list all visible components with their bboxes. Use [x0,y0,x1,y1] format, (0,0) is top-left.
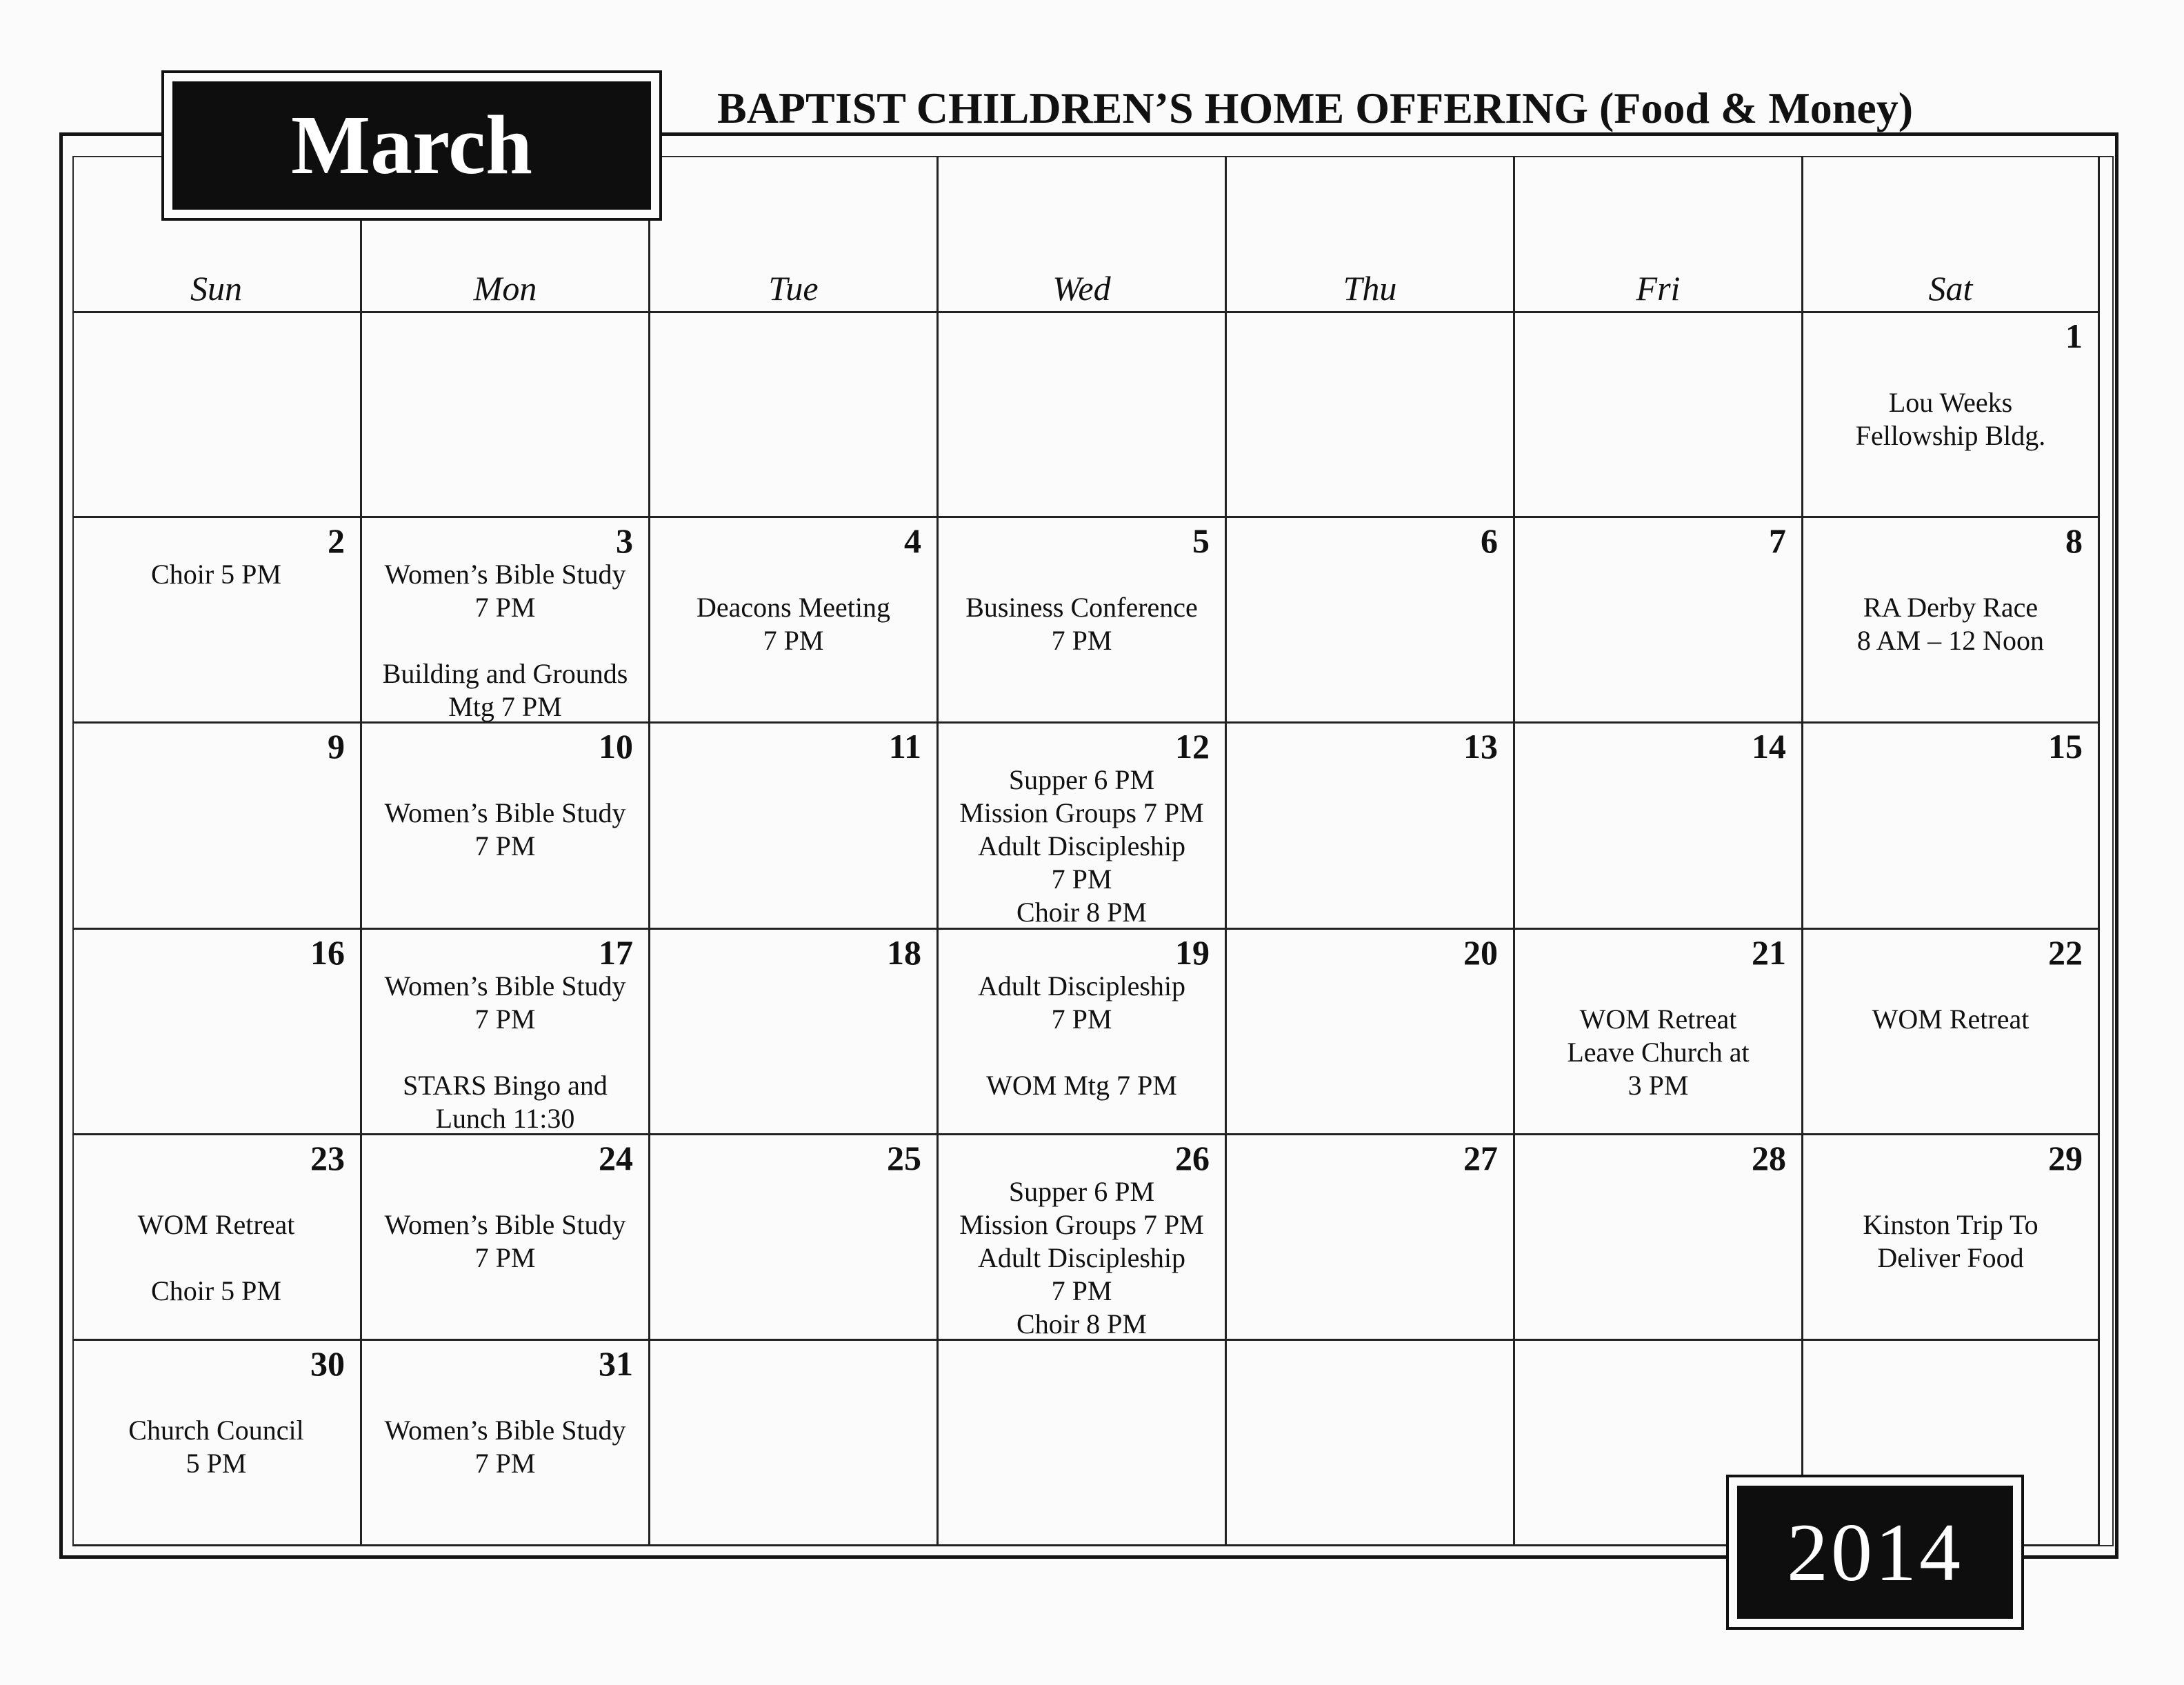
event-spacer [362,1036,648,1069]
event-line: WOM Retreat [1579,1004,1737,1035]
event-line: Mission Groups 7 PM [959,1209,1204,1240]
empty-day-cell [1227,1341,1515,1546]
day-number: 24 [599,1139,633,1177]
event-list [1803,1175,2098,1275]
weekday-header-thu [1227,156,1515,313]
event-line: Deliver Food [1877,1242,2024,1273]
event-list [362,1175,648,1275]
day-cell-24 [362,1135,650,1341]
day-cell-26 [939,1135,1227,1341]
day-number: 4 [904,521,921,560]
event-spacer [362,624,648,657]
event-spacer [362,764,648,797]
event-line: 7 PM [474,592,536,623]
empty-day-cell [939,313,1227,518]
weekday-label: Fri [1636,269,1681,308]
day-number: 10 [599,727,633,766]
event-line: Women’s Bible Study [384,970,626,1001]
event-line: STARS Bingo and [403,1070,608,1101]
empty-day-cell [1227,313,1515,518]
event-spacer [72,1242,360,1275]
day-cell-1 [1803,313,2100,518]
day-number: 21 [1752,933,1786,972]
event-line: 7 PM [474,1242,536,1273]
event-line: Women’s Bible Study [384,1415,626,1446]
calendar-grid [72,156,2114,1546]
weekday-header-fri [1515,156,1803,313]
weekday-label: Sun [190,269,242,308]
event-list [362,558,648,724]
event-spacer [939,1036,1225,1069]
day-number: 28 [1752,1139,1786,1177]
month-title: March [290,99,533,192]
event-list [362,970,648,1135]
empty-day-cell [939,1341,1227,1546]
day-number: 11 [888,727,921,766]
event-line: 7 PM [474,1448,536,1479]
year-label: 2014 [1787,1506,1963,1598]
event-spacer [362,1175,648,1208]
event-line: Building and Grounds [382,658,628,689]
event-line: Lou Weeks [1888,387,2013,418]
day-number: 15 [2048,727,2083,766]
event-line: Lunch 11:30 [435,1103,575,1134]
event-line: Choir 5 PM [151,559,281,590]
day-number: 30 [310,1344,345,1383]
event-line: Deacons Meeting [696,592,890,623]
event-line: WOM Mtg 7 PM [986,1070,1177,1101]
event-line: 7 PM [1051,864,1112,895]
empty-day-cell [650,313,939,518]
day-cell-12 [939,724,1227,930]
day-number: 8 [2065,521,2083,560]
event-line: Kinston Trip To [1863,1209,2038,1240]
day-cell-10 [362,724,650,930]
event-line: 8 AM – 12 Noon [1856,625,2045,656]
event-line: WOM Retreat [1872,1004,2030,1035]
day-number: 1 [2065,317,2083,355]
day-number: 25 [887,1139,921,1177]
event-list [1803,353,2098,452]
day-number: 27 [1463,1139,1498,1177]
event-line: Women’s Bible Study [384,797,626,828]
weekday-label: Mon [473,269,537,308]
day-cell-7 [1515,518,1803,724]
day-cell-3 [362,518,650,724]
event-line: Leave Church at [1567,1037,1750,1068]
event-list [650,558,936,657]
event-line: Adult Discipleship [977,830,1186,861]
event-line: Mtg 7 PM [448,691,562,722]
event-line: 7 PM [763,625,824,656]
weekday-header-wed [939,156,1227,313]
page-title: BAPTIST CHILDREN’S HOME OFFERING (Food & Money) [717,83,1914,132]
event-list [1803,558,2098,657]
day-number: 5 [1192,521,1210,560]
day-number: 29 [2048,1139,2083,1177]
day-number: 13 [1463,727,1498,766]
event-line: 5 PM [186,1448,247,1479]
event-line: Choir 8 PM [1016,1308,1147,1339]
weekday-label: Tue [768,269,819,308]
day-number: 2 [328,521,345,560]
event-spacer [1515,970,1801,1003]
event-list [939,1175,1225,1341]
empty-day-cell [1515,313,1803,518]
event-line: Mission Groups 7 PM [959,797,1204,828]
event-spacer [939,558,1225,591]
weekday-header-sat [1803,156,2100,313]
day-number: 18 [887,933,921,972]
day-cell-6 [1227,518,1515,724]
event-list [72,1175,360,1308]
event-line: Women’s Bible Study [384,559,626,590]
day-cell-28 [1515,1135,1803,1341]
event-list [72,1381,360,1480]
weekday-header-tue [650,156,939,313]
event-list [1515,970,1801,1102]
day-cell-21 [1515,930,1803,1135]
day-cell-16 [72,930,362,1135]
day-number: 23 [310,1139,345,1177]
event-line: 7 PM [474,830,536,861]
day-cell-18 [650,930,939,1135]
event-line: 7 PM [1051,625,1112,656]
event-line: Adult Discipleship [977,970,1186,1001]
day-number: 22 [2048,933,2083,972]
event-line: WOM Retreat [137,1209,295,1240]
day-number: 17 [599,933,633,972]
event-list [939,764,1225,929]
event-spacer [72,1175,360,1208]
event-line: Supper 6 PM [1008,1176,1155,1207]
event-line: 7 PM [1051,1004,1112,1035]
day-cell-31 [362,1341,650,1546]
event-line: Adult Discipleship [977,1242,1186,1273]
day-cell-13 [1227,724,1515,930]
weekday-label: Sat [1928,269,1973,308]
day-cell-2 [72,518,362,724]
day-cell-14 [1515,724,1803,930]
event-list [362,764,648,863]
event-spacer [1803,970,2098,1003]
weekday-label: Wed [1052,269,1111,308]
day-cell-23 [72,1135,362,1341]
empty-day-cell [72,313,362,518]
month-badge [161,70,662,221]
day-cell-17 [362,930,650,1135]
event-line: Church Council [128,1415,304,1446]
event-line: Supper 6 PM [1008,764,1155,795]
empty-day-cell [362,313,650,518]
day-cell-22 [1803,930,2100,1135]
event-list [1803,970,2098,1036]
day-number: 3 [616,521,633,560]
day-cell-30 [72,1341,362,1546]
day-cell-9 [72,724,362,930]
day-cell-19 [939,930,1227,1135]
event-list [72,558,360,591]
day-cell-29 [1803,1135,2100,1341]
event-line: 7 PM [474,1004,536,1035]
event-list [939,558,1225,657]
day-number: 14 [1752,727,1786,766]
event-spacer [1803,1175,2098,1208]
event-line: Women’s Bible Study [384,1209,626,1240]
day-number: 6 [1481,521,1498,560]
day-number: 26 [1175,1139,1210,1177]
day-cell-5 [939,518,1227,724]
day-cell-4 [650,518,939,724]
event-line: 7 PM [1051,1275,1112,1306]
event-line: Choir 8 PM [1016,897,1147,928]
day-number: 31 [599,1344,633,1383]
event-list [939,970,1225,1102]
day-number: 16 [310,933,345,972]
event-list [362,1381,648,1480]
day-cell-20 [1227,930,1515,1135]
day-cell-11 [650,724,939,930]
day-number: 12 [1175,727,1210,766]
day-number: 9 [328,727,345,766]
event-line: RA Derby Race [1863,592,2038,623]
empty-day-cell [650,1341,939,1546]
event-spacer [650,558,936,591]
event-spacer [362,1381,648,1414]
day-cell-8 [1803,518,2100,724]
event-line: Business Conference [965,592,1198,623]
year-badge [1726,1475,2024,1630]
day-number: 20 [1463,933,1498,972]
event-line: 3 PM [1627,1070,1689,1101]
event-line: Choir 5 PM [151,1275,281,1306]
day-cell-15 [1803,724,2100,930]
weekday-label: Thu [1343,269,1397,308]
event-spacer [1803,353,2098,386]
event-spacer [1803,558,2098,591]
day-cell-27 [1227,1135,1515,1341]
event-spacer [72,1381,360,1414]
day-number: 7 [1769,521,1786,560]
day-cell-25 [650,1135,939,1341]
event-line: Fellowship Bldg. [1855,420,2046,451]
day-number: 19 [1175,933,1210,972]
